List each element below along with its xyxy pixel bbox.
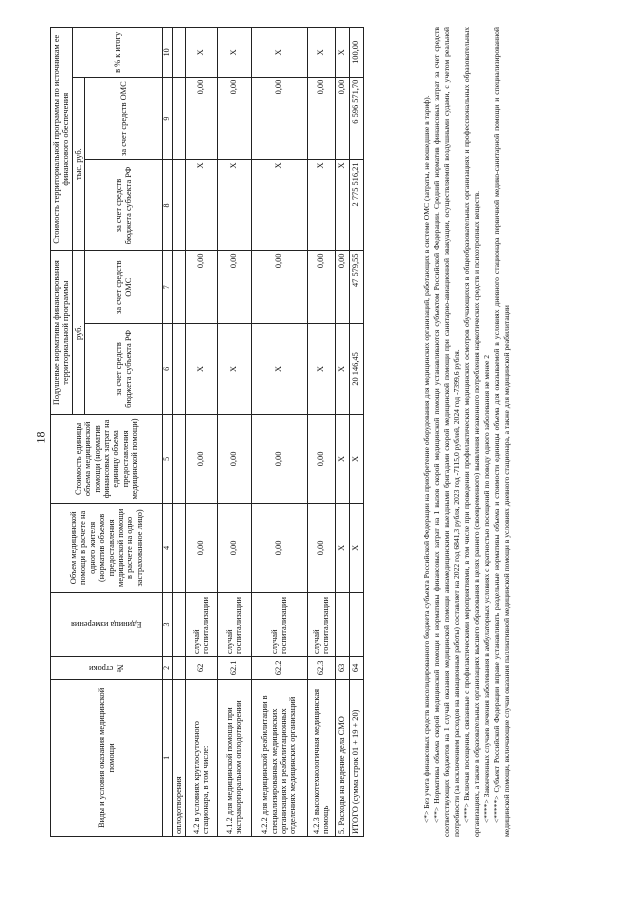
col-number: 5 — [163, 414, 173, 503]
col-number: 2 — [163, 657, 173, 680]
row-number: 62.1 — [217, 657, 251, 680]
cell-budget-norm: Х — [307, 323, 335, 414]
row-name: 4.2.2 для медицинской реабилитации в специализированных медицинских организациях и реабилитационных отделениях медицинских организаций — [251, 679, 307, 836]
row-number: 62.2 — [251, 657, 307, 680]
col-number: 1 — [163, 679, 173, 836]
row-unit — [173, 592, 185, 656]
cell-volume: 0,00 — [251, 503, 307, 592]
header-budget: за счет средств бюджета субъекта РФ — [85, 323, 163, 414]
cell-oms-cost: 0,00 — [217, 77, 251, 160]
row-unit — [335, 592, 349, 656]
cell-oms-norm: 0,00 — [217, 251, 251, 323]
footnote: <*> Без учета финансовых средств консолидированного бюджета субъекта Российской Федерации на приобретение оборудования для медицинских организаций, работающих в системе ОМС (затраты, не вошедшие в тариф). — [422, 95, 431, 823]
cell-oms-norm: 0,00 — [251, 251, 307, 323]
footnote: <****> Законченных случаев лечения заболевания в амбулаторных условиях с кратностью посещений по поводу одного заболевания не менее 2 — [482, 354, 492, 823]
cell-percent: Х — [217, 28, 251, 78]
cell-unit-cost: 0,00 — [251, 414, 307, 503]
cell-oms-norm: 0,00 — [335, 251, 349, 323]
cell-volume: Х — [335, 503, 349, 592]
cell-oms-cost: 0,00 — [307, 77, 335, 160]
cell-budget-cost: Х — [307, 160, 335, 251]
col-number: 7 — [163, 251, 173, 323]
cell-unit-cost: 0,00 — [185, 414, 217, 503]
row-number: 64 — [349, 657, 363, 680]
row-name: ИТОГО (сумма строк 01 + 19 + 20) — [349, 679, 363, 836]
col-number: 10 — [163, 28, 173, 78]
cell-unit-cost — [173, 414, 185, 503]
cell-oms-norm: 0,00 — [307, 251, 335, 323]
cell-budget-cost: 2 775 516,21 — [349, 160, 363, 251]
cell-oms-cost: 0,00 — [335, 77, 349, 160]
col-number: 4 — [163, 503, 173, 592]
row-name: оплодотворения — [173, 679, 185, 836]
table-row — [185, 28, 217, 837]
cell-volume — [173, 503, 185, 592]
cell-percent — [173, 28, 185, 78]
cell-percent: Х — [251, 28, 307, 78]
cell-unit-cost: 0,00 — [307, 414, 335, 503]
cell-percent: 100,00 — [349, 28, 363, 78]
cell-unit-cost: 0,00 — [217, 414, 251, 503]
cell-budget-norm: Х — [185, 323, 217, 414]
header-oms-2: за счет средств ОМС — [85, 77, 163, 160]
program-cost-table — [50, 27, 364, 837]
cell-percent: Х — [335, 28, 349, 78]
row-name: 4.1.2 для медицинской помощи при экстракорпоральном оплодотворении — [217, 679, 251, 836]
row-name: 4.2 в условиях круглосуточного стационара, в том числе: — [185, 679, 217, 836]
row-number: 63 — [335, 657, 349, 680]
cell-oms-norm — [173, 251, 185, 323]
cell-oms-norm: 47 579,55 — [349, 251, 363, 323]
header-unit: Единица измерения — [51, 592, 163, 656]
cell-unit-cost: Х — [349, 414, 363, 503]
cell-volume: Х — [349, 503, 363, 592]
cell-oms-cost: 6 596 571,70 — [349, 77, 363, 160]
cell-budget-cost: Х — [335, 160, 349, 251]
table-row — [335, 28, 349, 837]
row-name: 4.2.3 высокотехнологичная медицинская помощь — [307, 679, 335, 836]
page-number: 18 — [33, 431, 48, 444]
cell-volume: 0,00 — [217, 503, 251, 592]
cell-volume: 0,00 — [185, 503, 217, 592]
row-unit — [349, 592, 363, 656]
header-oms: за счет средств ОМС — [85, 251, 163, 323]
cell-budget-cost: Х — [217, 160, 251, 251]
table-row — [307, 28, 335, 837]
cell-unit-cost: Х — [335, 414, 349, 503]
cell-volume: 0,00 — [307, 503, 335, 592]
col-number: 9 — [163, 77, 173, 160]
cell-budget-norm: 20 146,45 — [349, 323, 363, 414]
cell-budget-cost: Х — [185, 160, 217, 251]
header-program-cost-unit: тыс. руб. — [72, 77, 84, 251]
header-volume: Объем медицинской помощи в расчете на одного жителя (норматив объемов предоставления медицинской помощи в расчете на одно застрахованное лицо) — [51, 503, 163, 592]
header-budget-2: за счет средств бюджета субъекта РФ — [85, 160, 163, 251]
cell-budget-norm: Х — [217, 323, 251, 414]
row-number: 62 — [185, 657, 217, 680]
row-unit: случай госпитализации — [251, 592, 307, 656]
table-row — [217, 28, 251, 837]
cell-budget-cost — [173, 160, 185, 251]
table-row — [173, 28, 185, 837]
col-number: 8 — [163, 160, 173, 251]
row-number — [173, 657, 185, 680]
col-number: 3 — [163, 592, 173, 656]
header-per-capita: Подушевые нормативы финансирования территориальной программы — [51, 251, 73, 414]
header-program-cost: Стоимость территориальной программы по источникам ее финансового обеспечения — [51, 28, 73, 252]
footnote: <***> Включая посещения, связанные с профилактическими мероприятиями, в том числе при проведении профилактических медицинских осмотров обучающихся в общеобразовательных организациях и профессиональных образовательных организациях, а также в образовательных организациях высшего образования в целях раннего (своевременного) выявления незаконного потребления наркотических средств и психотропных веществ. — [462, 27, 482, 837]
table-row — [349, 28, 363, 837]
footnote: <**> Нормативы объема скорой медицинской помощи и нормативы финансовых затрат на 1 вызов скорой медицинской помощи устанавливаются субъектом Российской Федерации. Средний норматив финансовых затрат за счет средств соответствующих бюджетов на 1 случай оказания медицинской помощи авиамедицинскими выездными бригадами скорой медицинской помощи при санитарно-авиационной эвакуации, осуществляемой воздушными судами, с учетом реальной потребности (за исключением расходов на авиационные работы) составляет на 2022 год 6841,3 рубля, 2023 год -7115,0 рублей, 2024 год -7399,6 рубля. — [432, 27, 462, 837]
cell-percent: Х — [185, 28, 217, 78]
row-name: 5. Расходы на ведение дела СМО — [335, 679, 349, 836]
col-number: 6 — [163, 323, 173, 414]
footnotes — [422, 27, 512, 837]
header-per-capita-unit: руб. — [72, 251, 84, 414]
footnote: <*****> Субъект Российской Федерации вправе устанавливать раздельные нормативы объема и стоимости единицы объема для оказываемой в условиях дневного стационара первичной медико-санитарной помощи и специализированной медицинской помощи, включающие случаи оказания паллиативной медицинской помощи в условиях дневного стационара, а также для медицинской реабилитации — [492, 27, 512, 837]
header-unit-cost: Стоимость единицы объема медицинской помощи (норматив финансовых затрат на единицу объема предоставления медицинской помощи) — [51, 414, 163, 503]
cell-oms-cost: 0,00 — [185, 77, 217, 160]
cell-budget-norm — [173, 323, 185, 414]
row-unit: случай госпитализации — [307, 592, 335, 656]
row-unit: случай госпитализации — [217, 592, 251, 656]
header-percent: в % к итогу — [72, 28, 162, 78]
table-row — [251, 28, 307, 837]
cell-budget-cost: Х — [251, 160, 307, 251]
cell-oms-cost — [173, 77, 185, 160]
row-unit: случай госпитализации — [185, 592, 217, 656]
cell-percent: Х — [307, 28, 335, 78]
row-number: 62.3 — [307, 657, 335, 680]
cell-oms-norm: 0,00 — [185, 251, 217, 323]
header-row-number: № строки — [51, 657, 163, 680]
rotated-landscape-page — [40, 22, 600, 882]
header-kind: Виды и условия оказания медицинской помощи — [51, 679, 163, 836]
cell-budget-norm: Х — [251, 323, 307, 414]
cell-budget-norm: Х — [335, 323, 349, 414]
cell-oms-cost: 0,00 — [251, 77, 307, 160]
